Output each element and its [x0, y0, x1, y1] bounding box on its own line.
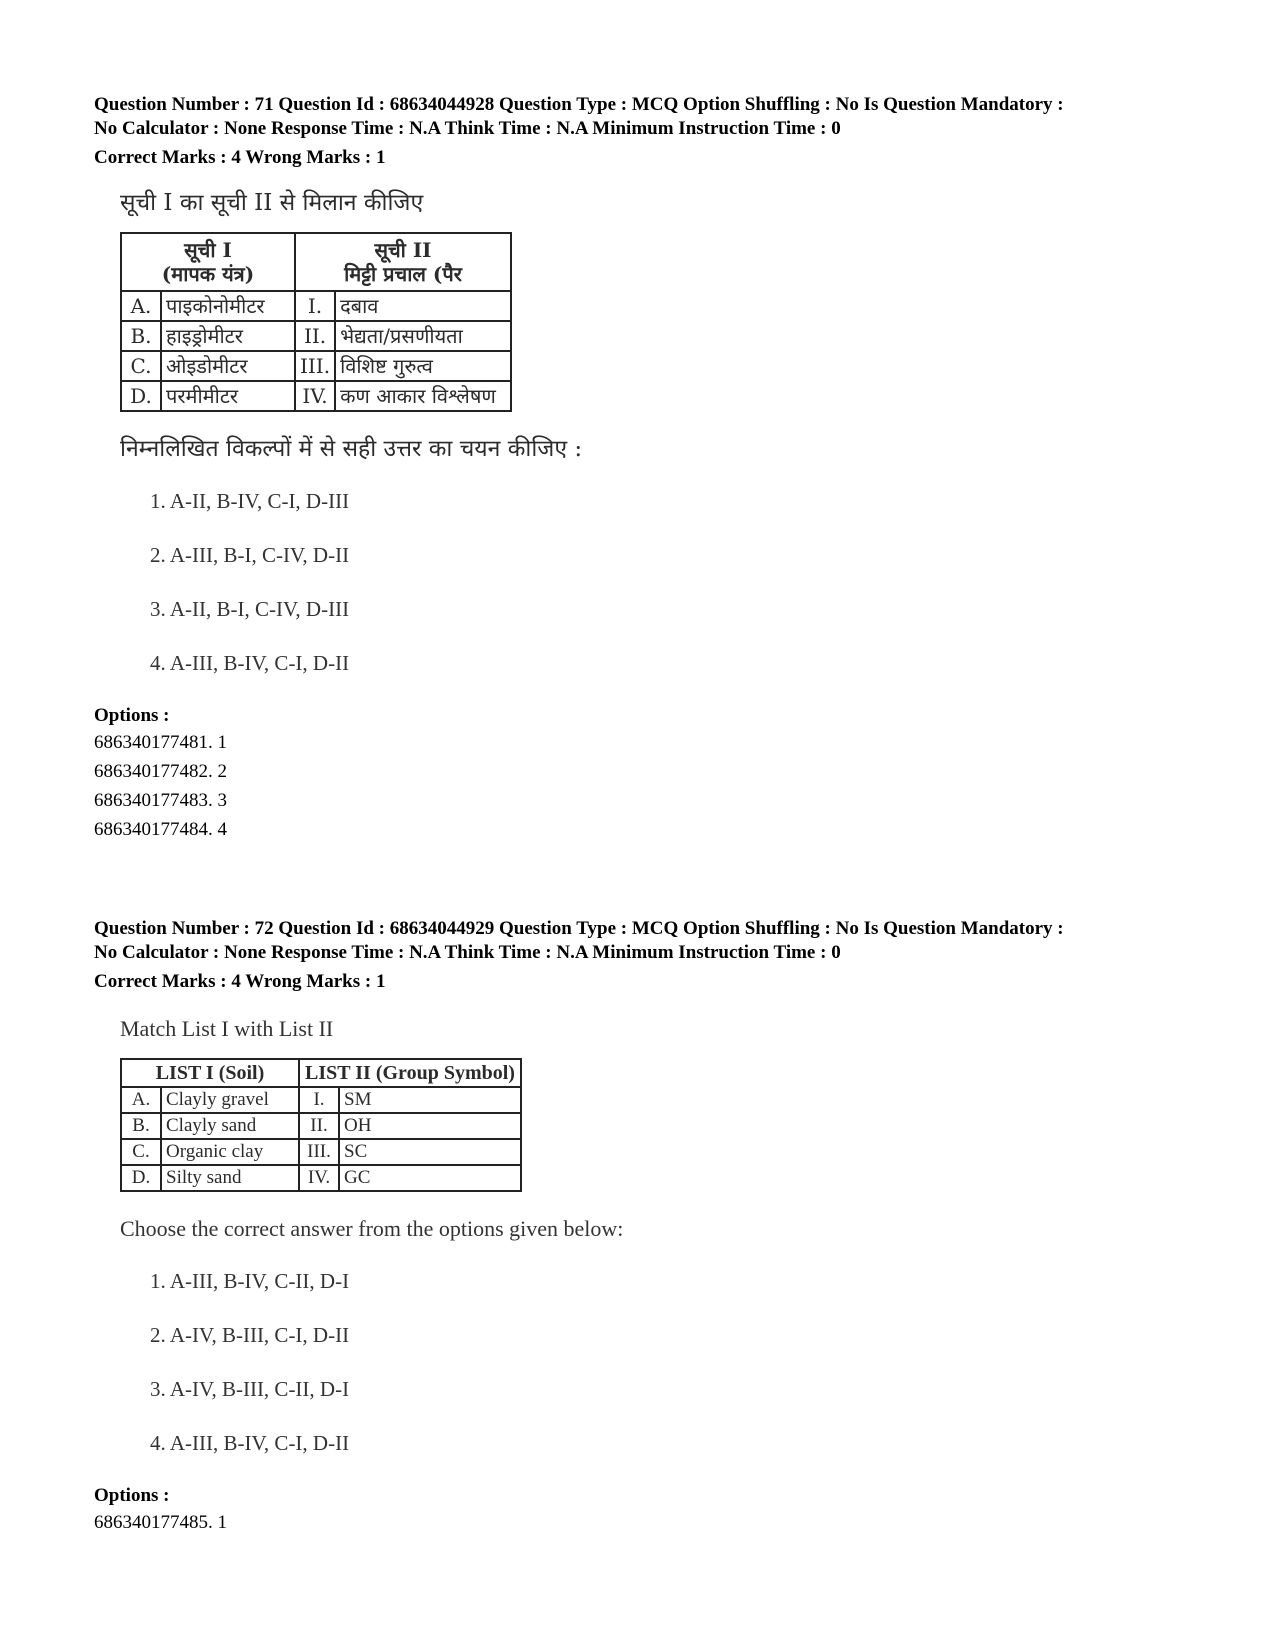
question-meta	[94, 917, 1214, 965]
question-72	[94, 917, 1214, 1537]
answer-choice: 3. A-II, B-I, C-IV, D-III	[150, 597, 350, 621]
option-id: 686340177481. 1	[94, 732, 227, 753]
question-prompt: सूची I का सूची II से मिलान कीजिए	[120, 190, 424, 216]
table-row: A. पाइकोनोमीटर I. दबाव	[121, 291, 511, 321]
answer-choices	[150, 474, 1214, 690]
table-row: C. ओइडोमीटर III. विशिष्ट गुरुत्व	[121, 351, 511, 381]
table-header-row	[121, 1059, 521, 1087]
question-body	[120, 188, 1214, 690]
options-label: Options :	[94, 1485, 170, 1506]
table-row: C. Organic clay III. SC	[121, 1139, 521, 1165]
option-id: 686340177485. 1	[94, 1512, 227, 1533]
meta-line-1: Question Number : 71 Question Id : 68634044928 Question Type : MCQ Option Shuffling : No Is Question Mandatory :	[94, 94, 1064, 115]
option-id: 686340177483. 3	[94, 790, 227, 811]
match-table	[120, 232, 512, 412]
table-row: B. Clayly sand II. OH	[121, 1113, 521, 1139]
choose-instruction: निम्नलिखित विकल्पों में से सही उत्तर का चयन कीजिए :	[120, 436, 583, 462]
question-body	[120, 1014, 1214, 1470]
table-row: D. Silty sand IV. GC	[121, 1165, 521, 1191]
table-row: A. Clayly gravel I. SM	[121, 1087, 521, 1113]
question-71	[94, 93, 1214, 844]
answer-choice: 3. A-IV, B-III, C-II, D-I	[150, 1377, 350, 1401]
table-row: B. हाइड्रोमीटर II. भेद्यता/प्रसणीयता	[121, 321, 511, 351]
table-header-row	[121, 233, 511, 291]
answer-choice: 2. A-III, B-I, C-IV, D-II	[150, 543, 350, 567]
option-id: 686340177484. 4	[94, 819, 227, 840]
table-row: D. परमीमीटर IV. कण आकार विश्लेषण	[121, 381, 511, 411]
question-meta	[94, 93, 1214, 141]
choose-instruction: Choose the correct answer from the options given below:	[120, 1216, 624, 1241]
meta-line-1: Question Number : 72 Question Id : 68634044929 Question Type : MCQ Option Shuffling : No Is Question Mandatory :	[94, 918, 1064, 939]
list1-header: LIST I (Soil)	[121, 1059, 299, 1087]
marks-line: Correct Marks : 4 Wrong Marks : 1	[94, 147, 386, 168]
option-id: 686340177482. 2	[94, 761, 227, 782]
question-prompt: Match List I with List II	[120, 1016, 334, 1041]
answer-choice: 2. A-IV, B-III, C-I, D-II	[150, 1323, 350, 1347]
answer-choice: 1. A-II, B-IV, C-I, D-III	[150, 489, 350, 513]
options-label: Options :	[94, 705, 170, 726]
meta-line-2: No Calculator : None Response Time : N.A Think Time : N.A Minimum Instruction Time : 0	[94, 118, 841, 139]
answer-choice: 4. A-III, B-IV, C-I, D-II	[150, 1431, 350, 1455]
answer-choice: 4. A-III, B-IV, C-I, D-II	[150, 651, 350, 675]
marks-line: Correct Marks : 4 Wrong Marks : 1	[94, 971, 386, 992]
answer-choices	[150, 1254, 1214, 1470]
list1-header: सूची I (मापक यंत्र)	[121, 233, 295, 291]
answer-choice: 1. A-III, B-IV, C-II, D-I	[150, 1269, 350, 1293]
list2-header: सूची II मिट्टी प्रचाल (पैर	[295, 233, 511, 291]
match-table	[120, 1058, 522, 1192]
meta-line-2: No Calculator : None Response Time : N.A Think Time : N.A Minimum Instruction Time : 0	[94, 942, 841, 963]
list2-header: LIST II (Group Symbol)	[299, 1059, 521, 1087]
